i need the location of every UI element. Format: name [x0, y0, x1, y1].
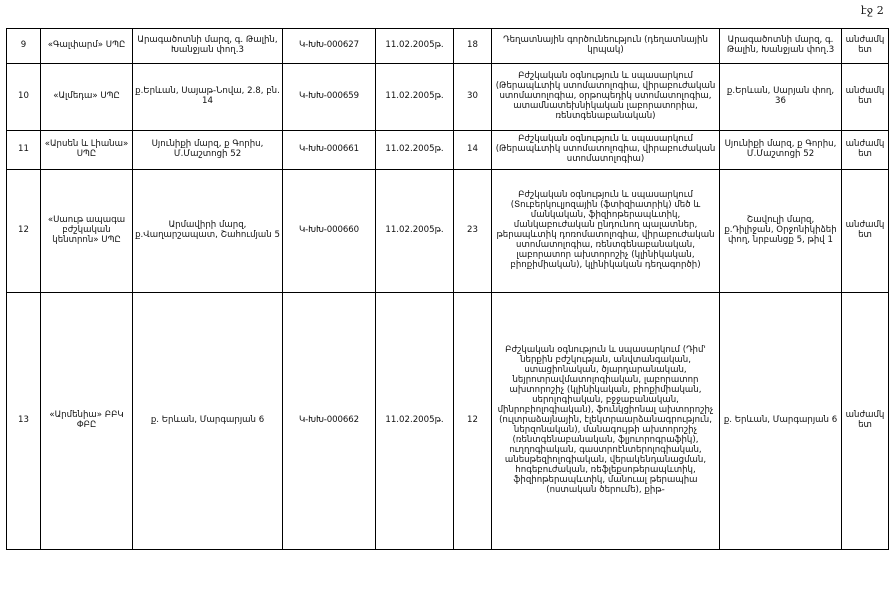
cell-name: «Ալմեդա» ՍՊԸ	[41, 64, 133, 131]
cell-term: 14	[454, 131, 492, 170]
cell-name: «Գալփարմ» ՍՊԸ	[41, 29, 133, 64]
cell-activity: Բժշկական օգնություն և սպասարկում (Թերապևտիկ ստոմատոլոգիա, վիրաբուժական ստոմատոլոգիա)	[492, 131, 720, 170]
cell-note: անժամկետ	[842, 64, 889, 131]
cell-address: ք.Երևան, Սայաթ-Նովա, 2.8, բն. 14	[133, 64, 283, 131]
cell-name: «Արսեն և Լիանա» ՍՊԸ	[41, 131, 133, 170]
cell-note: անժամկետ	[842, 170, 889, 293]
cell-license: Կ-ԽԽ-000661	[283, 131, 376, 170]
table-row	[7, 170, 889, 293]
cell-activity: Բժշկական օգնություն և սպասարկում (Դիմ' ներքին բժշկության, անվտանգական, ստացիոնական, ծյարդարանական, նեյրոտրավմատոլոգիական, լաբորատոր ախտորոշիչ (կլինիկական, բիոքիմիական, սերոլոգիական, բջջաբանական, մինրոբիոլոգիական), ֆունկցիոնալ ախտորոշիչ (ուլտրաձայնային, էլեկտրաարձանագրություն, ներզոնական), մանագույթի ախտորոշիչ (ռենտգենաբանական, ֆլյուորոգրաֆիկ), ուղղոգիական, գաստրոէնտերոլոգիական, անեսթեզիոլոգիական, վերակենդանացման, հոգեբուժական, ռեֆլեքսոթերապևտիկ, ֆիզիոթերապևտիկ, մանուալ թերապիա (ոստական ծերումե), քիթ-	[492, 293, 720, 550]
cell-license: Կ-ԽԽ-000662	[283, 293, 376, 550]
cell-date: 11.02.2005թ.	[376, 293, 454, 550]
cell-address: Արմավիրի մարզ, ք.Վաղարշապատ, Շահումյան 5	[133, 170, 283, 293]
cell-date: 11.02.2005թ.	[376, 170, 454, 293]
cell-term: 12	[454, 293, 492, 550]
cell-number: 9	[7, 29, 41, 64]
cell-term: 23	[454, 170, 492, 293]
page-number-label: էջ 2	[860, 4, 884, 17]
cell-note: անժամկետ	[842, 29, 889, 64]
cell-activity: Դեղատնային գործունեություն (դեղատնային կրպակ)	[492, 29, 720, 64]
cell-term: 30	[454, 64, 492, 131]
registry-table	[6, 28, 889, 550]
cell-address: ք. Երևան, Մարգարյան 6	[133, 293, 283, 550]
cell-note: անժամկետ	[842, 131, 889, 170]
cell-note: անժամկետ	[842, 293, 889, 550]
cell-name: «Սաութ ապագա բժշկական կենտրոն» ՍՊԸ	[41, 170, 133, 293]
cell-activity-address: ք.Երևան, Սարյան փող, 36	[720, 64, 842, 131]
cell-number: 13	[7, 293, 41, 550]
cell-number: 12	[7, 170, 41, 293]
cell-activity-address: Արագածոտնի մարզ, գ. Թալին, Խանջյան փող.3	[720, 29, 842, 64]
cell-activity-address: Շավուլի մարզ, ք.Դիլիջան, Օրջոնիկիձեի փող, նրբանցք 5, թիվ 1	[720, 170, 842, 293]
cell-date: 11.02.2005թ.	[376, 29, 454, 64]
cell-date: 11.02.2005թ.	[376, 64, 454, 131]
table-row	[7, 293, 889, 550]
cell-activity: Բժշկական օգնություն և սպասարկում (Տուբերկուլյոզային (ֆտիզիատրիկ) մեծ և մանկական, ֆիզիոթերապևտիկ, մանկաբուժական ընդունող պալատներ, թերապևտիկ դոռոմատոլոգիա, վիրաբուժական ստոմատոլոգիա, ռենտգենաբանական, լաբորատոր ախտորոշիչ (կլինիկական, բիոքիմիական), կլինիկական դեղագործի)	[492, 170, 720, 293]
table-row	[7, 29, 889, 64]
cell-term: 18	[454, 29, 492, 64]
cell-number: 10	[7, 64, 41, 131]
table-row	[7, 131, 889, 170]
cell-activity-address: ք. Երևան, Մարգարյան 6	[720, 293, 842, 550]
cell-number: 11	[7, 131, 41, 170]
cell-license: Կ-ԽԽ-000660	[283, 170, 376, 293]
cell-name: «Արմենիա» ԲԲԿ ՓԲԸ	[41, 293, 133, 550]
table-row	[7, 64, 889, 131]
cell-address: Սյունիքի մարզ, ք Գորիս, Մ.Մաշտոցի 52	[133, 131, 283, 170]
cell-license: Կ-ԽԽ-000659	[283, 64, 376, 131]
cell-license: Կ-ԽԽ-000627	[283, 29, 376, 64]
cell-activity-address: Սյունիքի մարզ, ք Գորիս, Մ.Մաշտոցի 52	[720, 131, 842, 170]
cell-address: Արագածոտնի մարզ, գ. Թալին, Խանջյան փող.3	[133, 29, 283, 64]
cell-activity: Բժշկական օգնություն և սպասարկում (Թերապևտիկ ստոմատոլոգիա, վիրաբուժական ստոմատոլոգիա, օրթոպեդիկ ստոմատոլոգիա, ատամնատեխնիկական լաբորատորիա, ռենտգենաբանական)	[492, 64, 720, 131]
cell-date: 11.02.2005թ.	[376, 131, 454, 170]
